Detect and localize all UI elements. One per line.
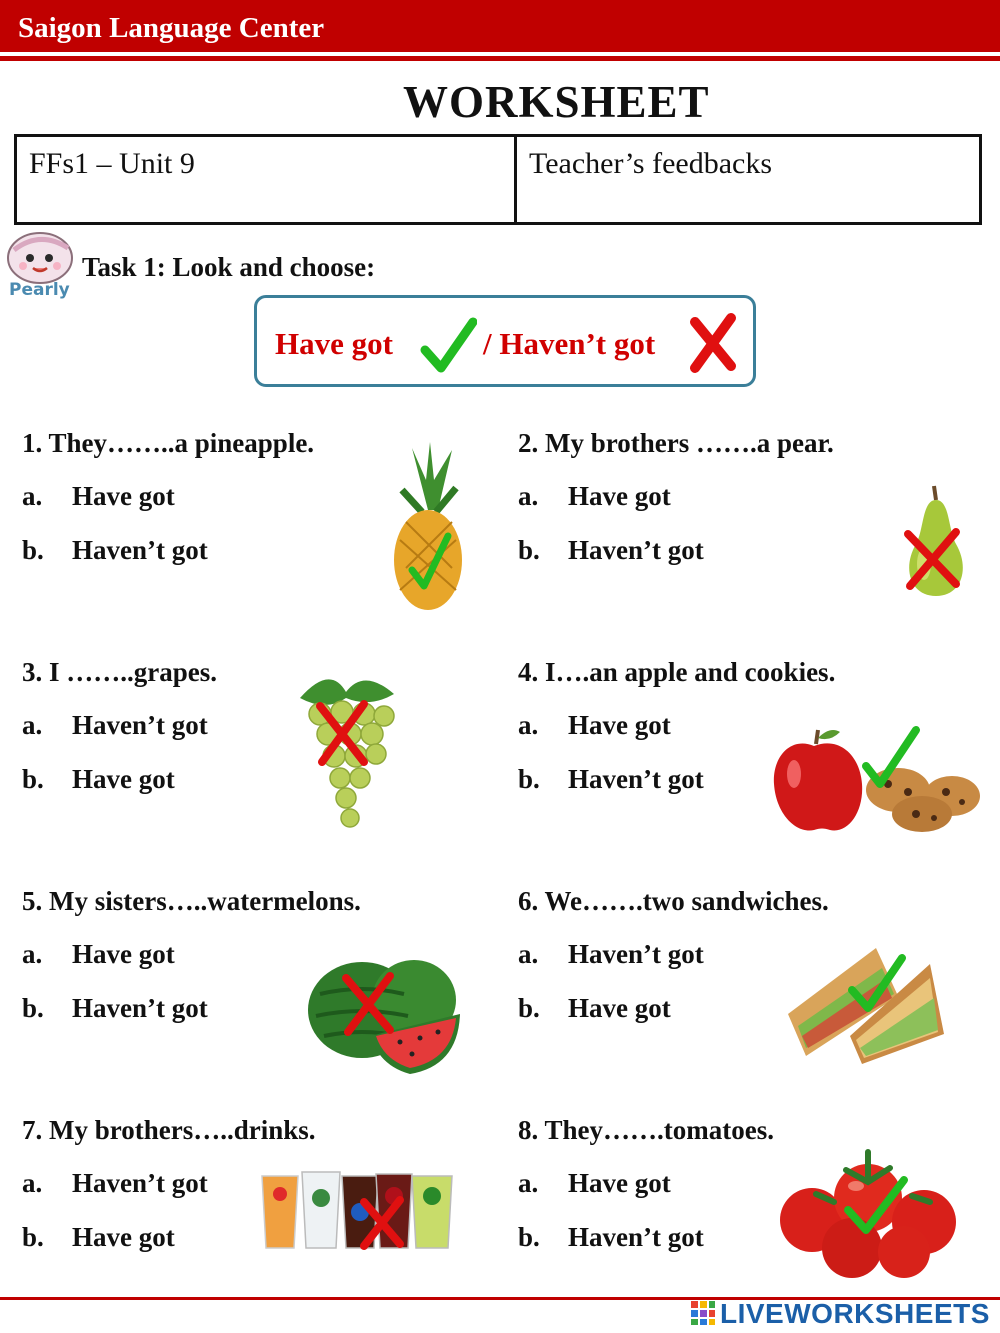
question-8: 8. They…….tomatoes. (518, 1115, 774, 1145)
option-text: Have got (72, 764, 175, 794)
unit-cell: FFs1 – Unit 9 (17, 137, 517, 222)
tomatoes-picture (776, 1140, 962, 1280)
q2-option-a[interactable] (518, 481, 671, 512)
option-letter: b. (518, 535, 540, 565)
mascot-label: Pearly (9, 280, 70, 300)
option-letter: a. (518, 939, 539, 969)
option-text: Have got (568, 481, 671, 511)
pear-picture (898, 484, 972, 600)
logo-text: LIVEWORKSHEETS (720, 1298, 990, 1329)
option-text: Haven’t got (568, 939, 704, 969)
sandwiches-picture (780, 944, 948, 1072)
q4-option-b[interactable] (518, 764, 704, 795)
option-text: Haven’t got (72, 993, 208, 1023)
option-letter: a. (22, 1168, 43, 1198)
option-letter: a. (518, 481, 539, 511)
q6-option-b[interactable] (518, 993, 671, 1024)
option-letter: b. (22, 764, 44, 794)
center-name: Saigon Language Center (18, 12, 325, 44)
question-1: 1. They……..a pineapple. (22, 428, 315, 458)
legend-box (254, 295, 756, 387)
q7-option-b[interactable] (22, 1222, 175, 1253)
cross-icon (687, 312, 739, 374)
q5-option-a[interactable] (22, 939, 175, 970)
question-5: 5. My sisters…..watermelons. (22, 886, 361, 916)
option-letter: a. (518, 1168, 539, 1198)
q6-option-a[interactable] (518, 939, 704, 970)
legend-havent: / Haven’t got (483, 326, 656, 361)
option-text: Have got (72, 481, 175, 511)
pineapple-picture (382, 440, 474, 612)
page-title: WORKSHEET (403, 77, 710, 127)
option-text: Have got (568, 1168, 671, 1198)
option-text: Have got (72, 939, 175, 969)
option-text: Haven’t got (568, 764, 704, 794)
q5-option-b[interactable] (22, 993, 208, 1024)
q7-option-a[interactable] (22, 1168, 208, 1199)
watermelons-picture (300, 954, 466, 1080)
q2-option-b[interactable] (518, 535, 704, 566)
q3-option-b[interactable] (22, 764, 175, 795)
option-text: Have got (568, 710, 671, 740)
option-letter: b. (518, 993, 540, 1023)
option-text: Haven’t got (72, 535, 208, 565)
q1-option-b[interactable] (22, 535, 208, 566)
q3-option-a[interactable] (22, 710, 208, 741)
question-2: 2. My brothers …….a pear. (518, 428, 834, 458)
option-text: Have got (72, 1222, 175, 1252)
legend-have: Have got (275, 326, 393, 361)
q1-option-a[interactable] (22, 481, 175, 512)
drinks-picture (258, 1168, 456, 1252)
option-text: Haven’t got (568, 1222, 704, 1252)
header-bar (0, 0, 1000, 52)
grapes-picture (290, 668, 402, 830)
option-text: Haven’t got (72, 1168, 208, 1198)
logo-grid-icon (690, 1300, 716, 1326)
apple-and-cookies-picture (770, 722, 986, 838)
question-6: 6. We…….two sandwiches. (518, 886, 829, 916)
task-heading: Task 1: Look and choose: (82, 252, 376, 282)
question-4: 4. I….an apple and cookies. (518, 657, 836, 687)
question-7: 7. My brothers…..drinks. (22, 1115, 316, 1145)
header-divider (0, 56, 1000, 61)
option-letter: b. (22, 535, 44, 565)
option-letter: b. (22, 993, 44, 1023)
liveworksheets-logo (690, 1294, 990, 1330)
option-letter: a. (22, 710, 43, 740)
info-table (14, 134, 982, 225)
q4-option-a[interactable] (518, 710, 671, 741)
question-3: 3. I ……..grapes. (22, 657, 217, 687)
option-text: Have got (568, 993, 671, 1023)
option-text: Haven’t got (568, 535, 704, 565)
option-letter: b. (518, 764, 540, 794)
check-icon (419, 316, 477, 376)
feedback-cell: Teacher’s feedbacks (529, 147, 773, 180)
q8-option-b[interactable] (518, 1222, 704, 1253)
option-letter: b. (518, 1222, 540, 1252)
option-letter: b. (22, 1222, 44, 1252)
option-letter: a. (22, 481, 43, 511)
option-letter: a. (22, 939, 43, 969)
q8-option-a[interactable] (518, 1168, 671, 1199)
option-text: Haven’t got (72, 710, 208, 740)
option-letter: a. (518, 710, 539, 740)
pearly-mascot-icon (4, 230, 78, 300)
